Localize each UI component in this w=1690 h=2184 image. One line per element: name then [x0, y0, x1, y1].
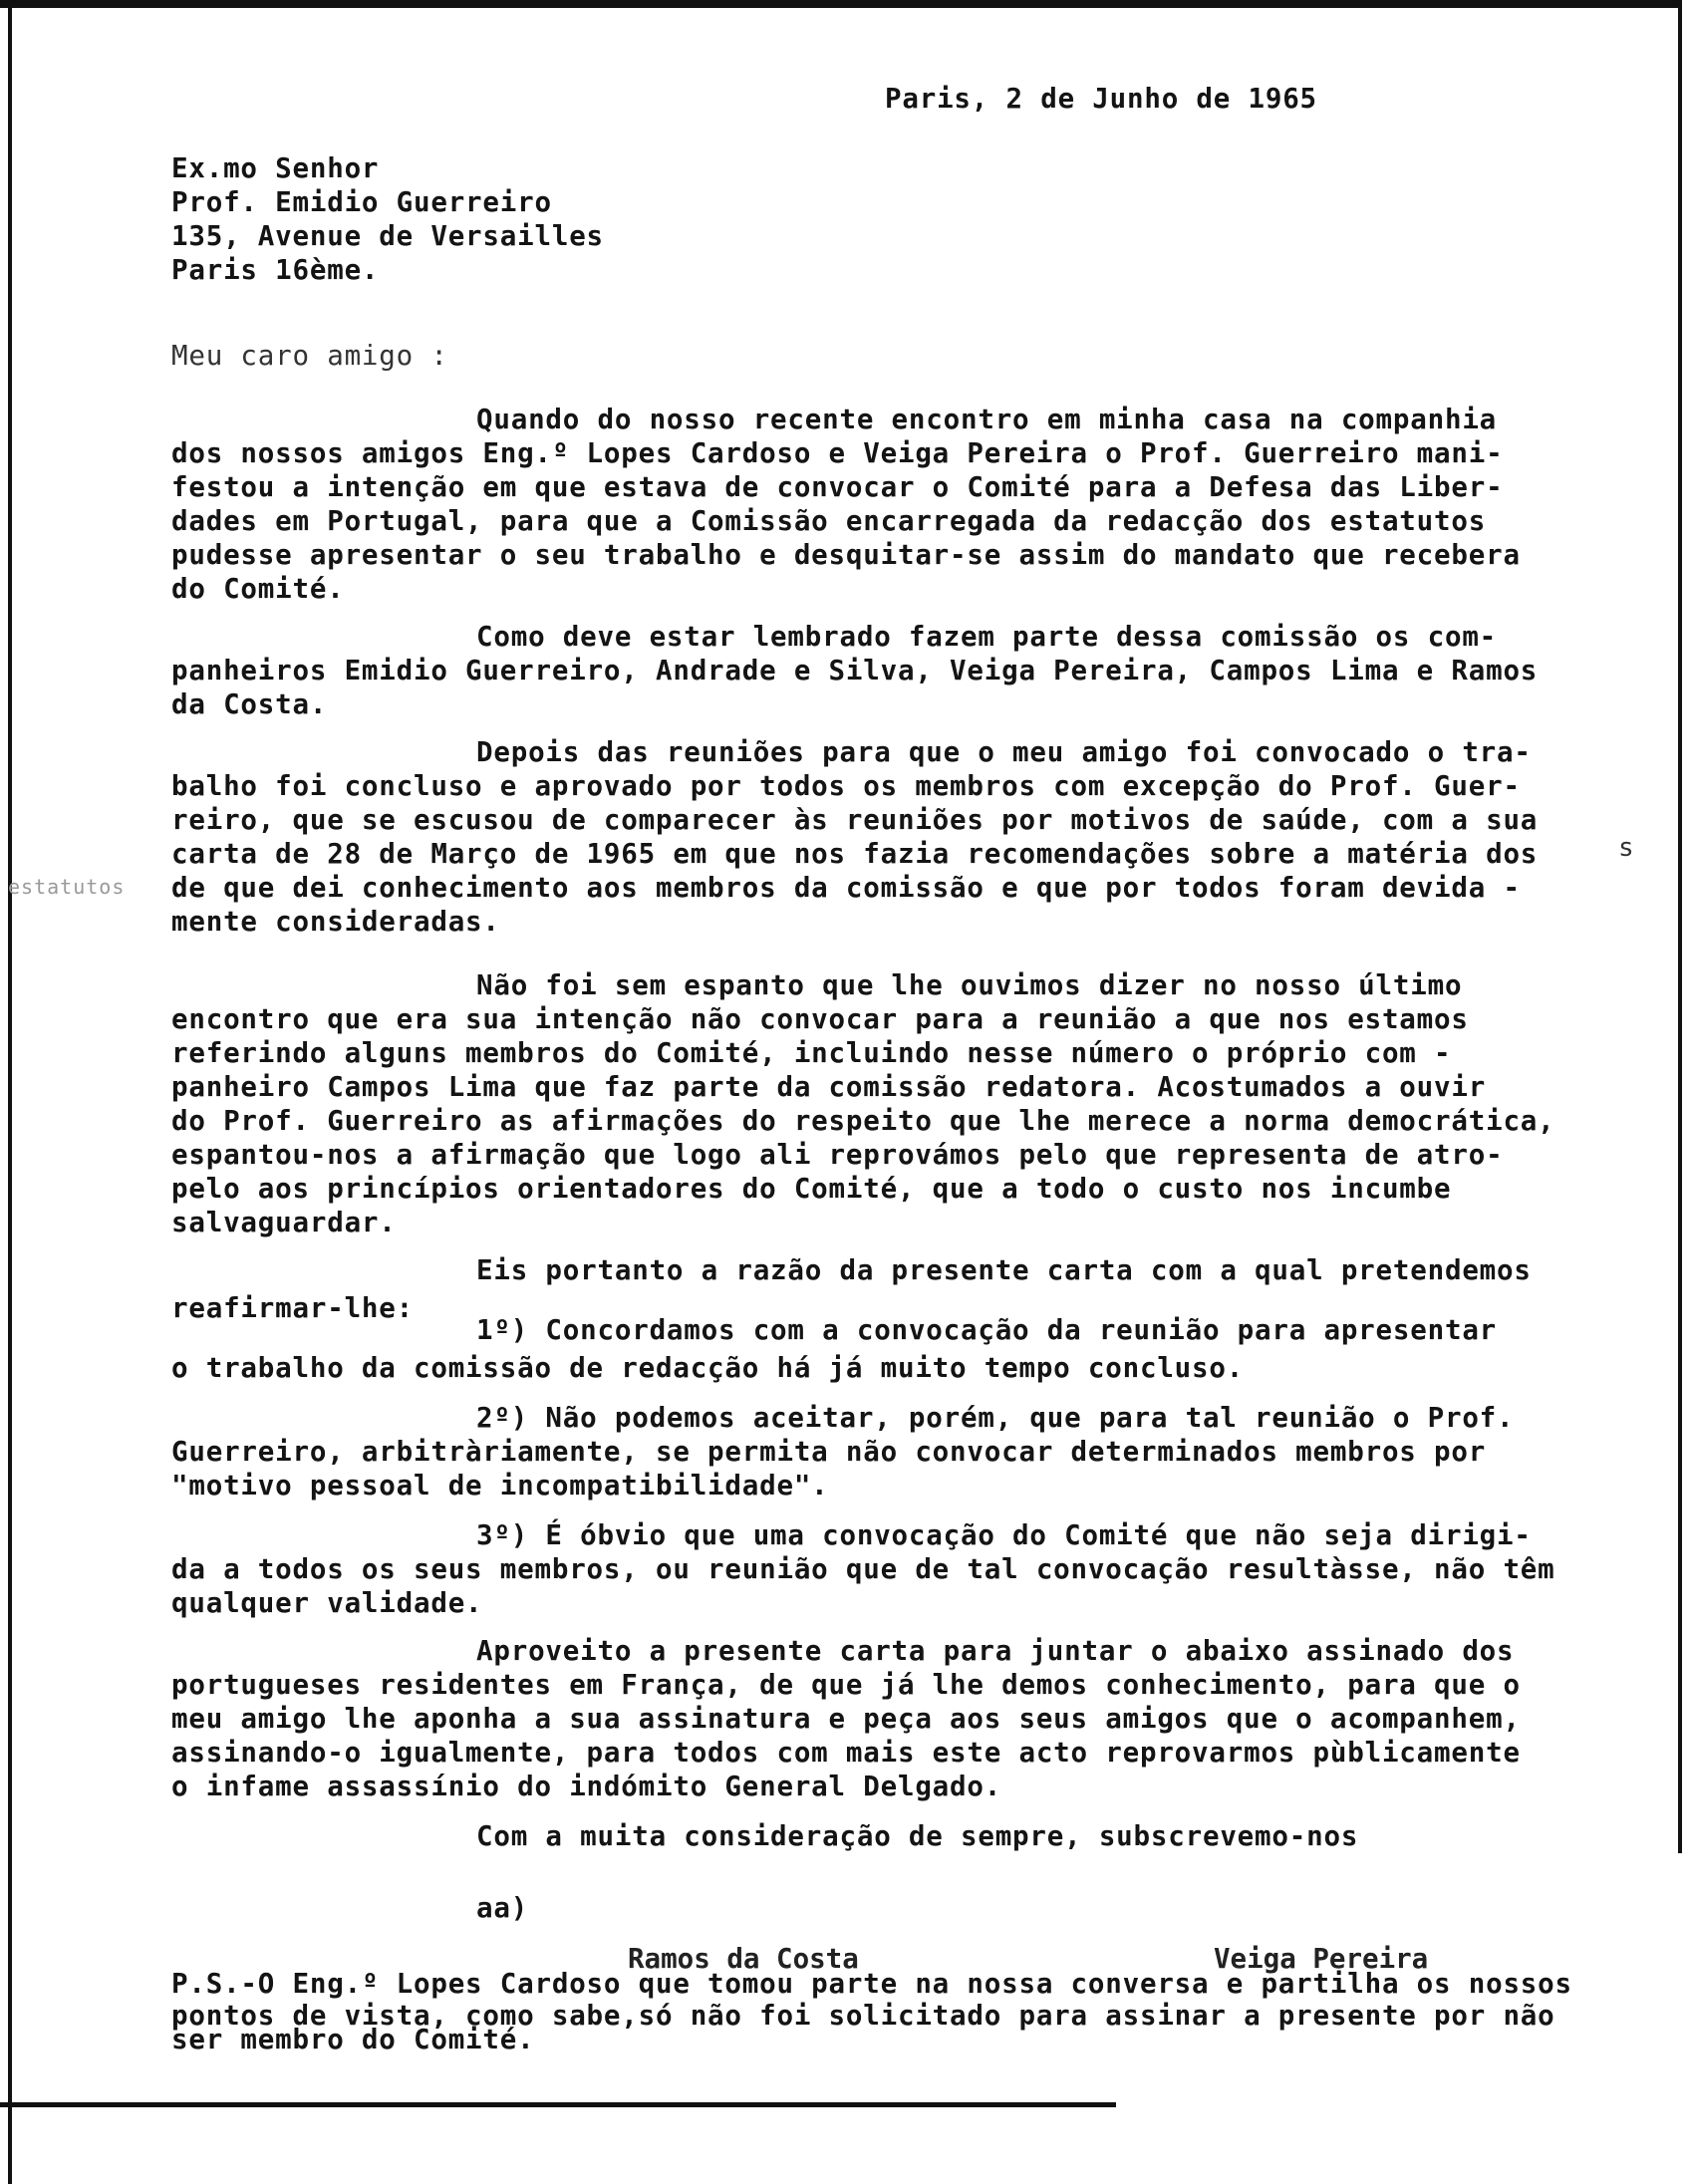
- paragraph-line: pelo aos princípios orientadores do Comité, que a todo o custo nos incumbe: [171, 1173, 1452, 1205]
- postscript-line: pontos de vista, como sabe,só não foi solicitado para assinar a presente por não: [171, 2000, 1555, 2032]
- postscript-line: P.S.-O Eng.º Lopes Cardoso que tomou parte na nossa conversa e partilha os nossos: [171, 1968, 1572, 2000]
- paragraph-line: dades em Portugal, para que a Comissão encarregada da redacção dos estatutos: [171, 505, 1487, 537]
- paragraph-line: Aproveito a presente carta para juntar o abaixo assinado dos: [476, 1635, 1515, 1667]
- paragraph-line: Quando do nosso recente encontro em minha casa na companhia: [476, 404, 1498, 435]
- paragraph-line: assinando-o igualmente, para todos com mais este acto reprovarmos pùblicamente: [171, 1737, 1521, 1769]
- address-line: 135, Avenue de Versailles: [171, 220, 604, 252]
- paragraph-line: panheiro Campos Lima que faz parte da comissão redatora. Acostumados a ouvir: [171, 1071, 1487, 1103]
- paragraph-line: referindo alguns membros do Comité, incluindo nesse número o próprio com -: [171, 1037, 1452, 1069]
- paragraph-line: carta de 28 de Março de 1965 em que nos fazia recomendações sobre a matéria dos: [171, 838, 1539, 870]
- address-line: Ex.mo Senhor: [171, 152, 380, 184]
- paragraph-line: pudesse apresentar o seu trabalho e desquitar-se assim do mandato que recebera: [171, 539, 1521, 571]
- point-line: da a todos os seus membros, ou reunião que de tal convocação resultàsse, não têm: [171, 1553, 1555, 1585]
- paragraph-line: dos nossos amigos Eng.º Lopes Cardoso e Veiga Pereira o Prof. Guerreiro mani-: [171, 437, 1504, 469]
- point-line: Guerreiro, arbitràriamente, se permita não convocar determinados membros por: [171, 1436, 1487, 1468]
- paragraph-line: encontro que era sua intenção não convocar para a reunião a que nos estamos: [171, 1003, 1469, 1035]
- closing-line: Com a muita consideração de sempre, subscrevemo-nos: [476, 1820, 1359, 1852]
- paragraph-line: reiro, que se escusou de comparecer às reuniões por motivos de saúde, com a sua: [171, 804, 1539, 836]
- paragraph-line: Eis portanto a razão da presente carta com a qual pretendemos: [476, 1254, 1532, 1286]
- paragraph-line: do Comité.: [171, 573, 345, 605]
- address-line: Paris 16ème.: [171, 254, 380, 286]
- paragraph-line: da Costa.: [171, 688, 328, 720]
- paragraph-line: Depois das reuniões para que o meu amigo foi convocado o tra-: [476, 736, 1532, 768]
- paragraph-line: panheiros Emidio Guerreiro, Andrade e Silva, Veiga Pereira, Campos Lima e Ramos: [171, 655, 1539, 686]
- page-border-right: [1678, 0, 1682, 1853]
- signatory-veiga-pereira: Veiga Pereira: [1214, 1943, 1429, 1975]
- letter-date: Paris, 2 de Junho de 1965: [885, 83, 1317, 115]
- signatory-ramos-da-costa: Ramos da Costa: [628, 1943, 859, 1975]
- paragraph-line: portugueses residentes em França, de que já lhe demos conhecimento, para que o: [171, 1669, 1521, 1701]
- salutation: Meu caro amigo :: [171, 340, 448, 372]
- paragraph-line: o infame assassínio do indómito General Delgado.: [171, 1771, 1002, 1802]
- point-line: qualquer validade.: [171, 1587, 483, 1619]
- paragraph-line: reafirmar-lhe:: [171, 1292, 414, 1324]
- point-line: o trabalho da comissão de redacção há já muito tempo concluso.: [171, 1352, 1245, 1384]
- postscript-line: ser membro do Comité.: [171, 2024, 535, 2055]
- paragraph-line: Como deve estar lembrado fazem parte dessa comissão os com-: [476, 621, 1498, 653]
- paragraph-line: festou a intenção em que estava de convocar o Comité para a Defesa das Liber-: [171, 471, 1504, 503]
- paragraph-line: salvaguardar.: [171, 1207, 397, 1238]
- point-line: "motivo pessoal de incompatibilidade".: [171, 1470, 829, 1502]
- paragraph-line: espantou-nos a afirmação que logo ali reprovámos pelo que representa de atro-: [171, 1139, 1504, 1171]
- margin-note: estatutos: [8, 875, 126, 899]
- paragraph-line: meu amigo lhe aponha a sua assinatura e peça aos seus amigos que o acompanhem,: [171, 1703, 1521, 1735]
- paragraph-line: do Prof. Guerreiro as afirmações do respeito que lhe merece a norma democrática,: [171, 1105, 1555, 1137]
- point-line: 3º) É óbvio que uma convocação do Comité que não seja dirigi-: [476, 1519, 1532, 1551]
- page-border-bottom: [0, 2102, 1116, 2107]
- paragraph-line: de que dei conhecimento aos membros da comissão e que por todos foram devida -: [171, 872, 1521, 904]
- paragraph-line: balho foi concluso e aprovado por todos os membros com excepção do Prof. Guer-: [171, 770, 1521, 802]
- margin-letter: s: [1618, 833, 1634, 863]
- page-border-left: [8, 0, 12, 2184]
- page-border-top: [0, 0, 1678, 8]
- signature-marker: aa): [476, 1892, 529, 1924]
- paragraph-line: mente consideradas.: [171, 906, 500, 938]
- address-line: Prof. Emidio Guerreiro: [171, 186, 552, 218]
- point-line: 2º) Não podemos aceitar, porém, que para tal reunião o Prof.: [476, 1402, 1515, 1434]
- paragraph-line: Não foi sem espanto que lhe ouvimos dizer no nosso último: [476, 969, 1463, 1001]
- point-line: 1º) Concordamos com a convocação da reunião para apresentar: [476, 1314, 1498, 1346]
